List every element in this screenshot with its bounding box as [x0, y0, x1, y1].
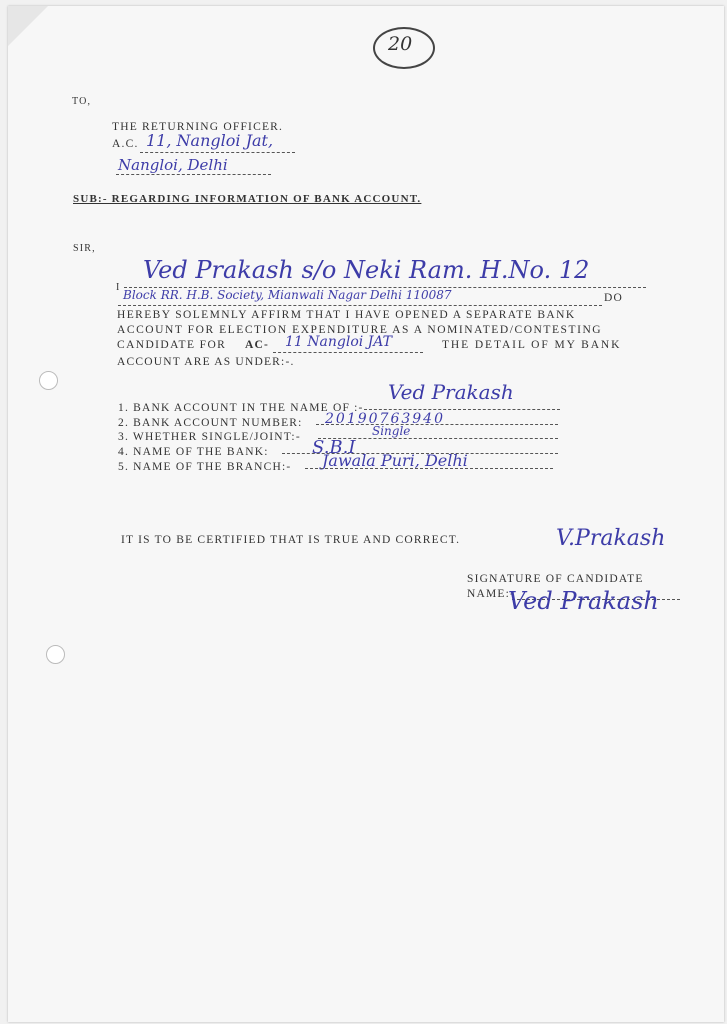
addressee-title: THE RETURNING OFFICER.	[112, 121, 284, 133]
punch-hole	[46, 645, 65, 664]
item-3-value: Single	[372, 424, 411, 438]
candidate-signature: V.Prakash	[556, 526, 666, 551]
ac-number-handwritten: 11 Nangloi JAT	[285, 334, 392, 350]
item-4-label: 4. NAME OF THE BANK:	[118, 446, 269, 458]
do-text: DO	[604, 292, 624, 304]
item-5-underline	[305, 468, 553, 469]
candidate-name-signature: Ved Prakash	[508, 587, 659, 615]
item-2-label: 2. BANK ACCOUNT NUMBER:	[118, 417, 303, 429]
punch-hole	[39, 371, 58, 390]
subject-line: SUB:- REGARDING INFORMATION OF BANK ACCOUNT.	[73, 193, 422, 205]
ac-number-underline	[273, 352, 423, 353]
certification-text: IT IS TO BE CERTIFIED THAT IS TRUE AND CORRECT.	[121, 534, 461, 546]
item-5-label: 5. NAME OF THE BRANCH:-	[118, 461, 292, 473]
page-number: 20	[388, 33, 413, 55]
item-1-value: Ved Prakash	[388, 380, 514, 404]
para-line-2: ACCOUNT FOR ELECTION EXPENDITURE AS A NOMINATED/CONTESTING	[117, 324, 603, 336]
address-underline	[118, 305, 602, 306]
signature-label: SIGNATURE OF CANDIDATE	[467, 573, 644, 585]
ac-underline	[140, 152, 295, 153]
ac-prefix: A.C.	[112, 138, 139, 150]
item-1-underline	[364, 409, 560, 410]
item-3-label: 3. WHETHER SINGLE/JOINT:-	[118, 431, 301, 443]
candidate-address-handwritten: Block RR. H.B. Society, Mianwali Nagar Delhi 110087	[123, 288, 452, 302]
item-2-underline	[316, 424, 558, 425]
para-line-1: HEREBY SOLEMNLY AFFIRM THAT I HAVE OPENED A SEPARATE BANK	[117, 309, 576, 321]
item-1-label: 1. BANK ACCOUNT IN THE NAME OF :-	[118, 402, 364, 414]
para-line-4: ACCOUNT ARE AS UNDER:-.	[117, 356, 295, 368]
name-label: NAME:-	[467, 588, 516, 600]
candidate-name-handwritten: Ved Prakash s/o Neki Ram. H.No. 12	[143, 256, 590, 284]
item-2-value: 20190763940	[325, 411, 445, 427]
para-line-3-ac: AC-	[245, 339, 270, 351]
item-4-value: S.B.I	[312, 437, 356, 458]
line2-underline	[116, 174, 271, 175]
para-line-3a: CANDIDATE FOR	[117, 339, 227, 351]
folded-corner	[8, 6, 48, 46]
ac-handwritten: 11, Nangloi Jat,	[146, 131, 274, 150]
salutation: SIR,	[73, 243, 96, 254]
to-label: TO,	[72, 96, 92, 107]
document-page	[8, 6, 724, 1022]
item-5-value: Jawala Puri, Delhi	[322, 451, 468, 470]
prefix-i: I	[116, 282, 121, 293]
para-line-3b: THE DETAIL OF MY BANK	[442, 339, 622, 351]
address-handwritten: Nangloi, Delhi	[118, 156, 228, 174]
